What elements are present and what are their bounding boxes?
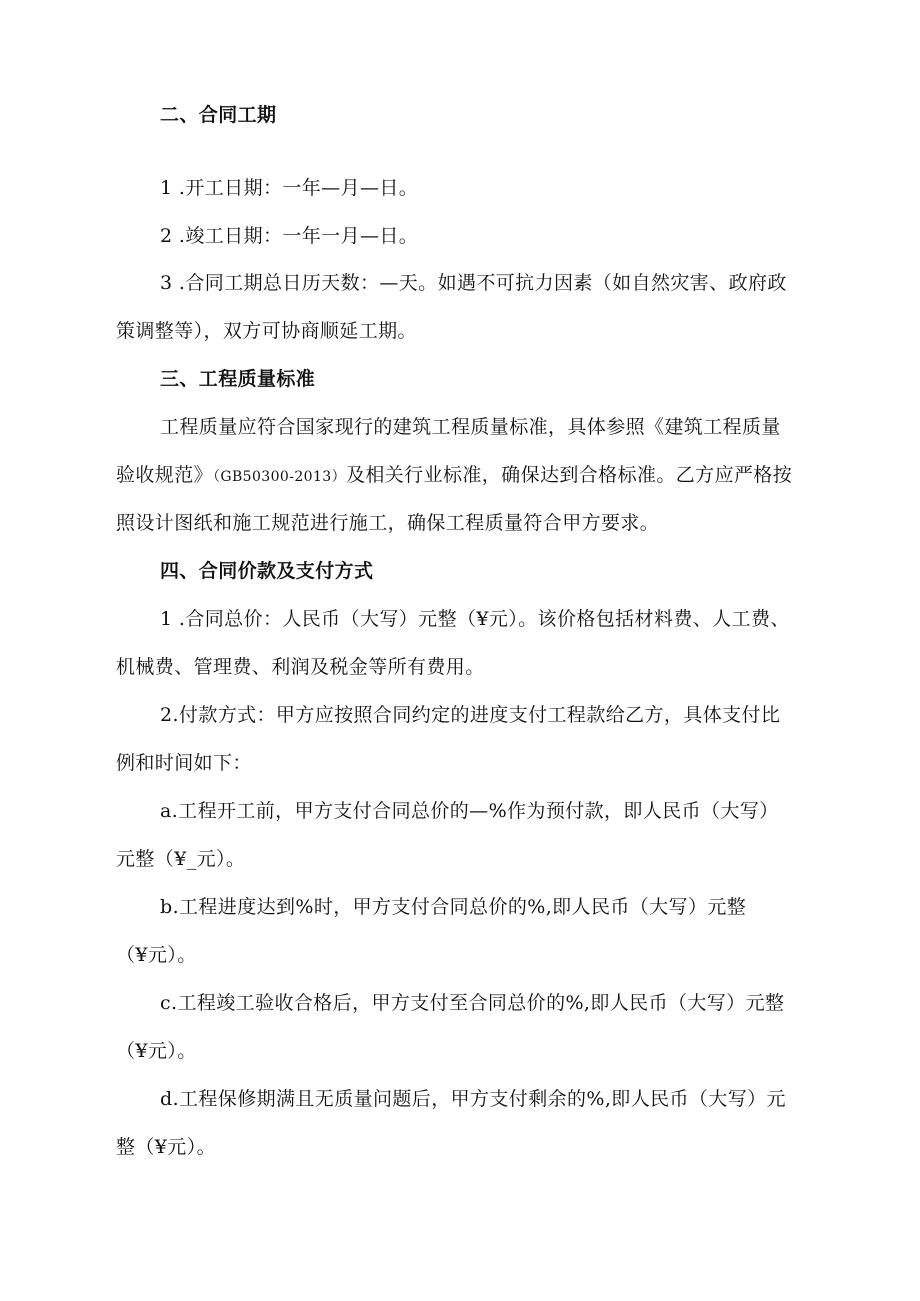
section-3-para-line-2-b: 及相关行业标准，确保达到合格标准。乙方应严格按	[345, 464, 793, 486]
section-3-para-line-1: 工程质量应符合国家现行的建筑工程质量标准，具体参照《建筑工程质量	[160, 416, 781, 438]
section-4-item-2-line-1: 2.付款方式：甲方应按照合同约定的进度支付工程款给乙方，具体支付比	[160, 704, 781, 726]
payment-d-line-1: d.工程保修期满且无质量问题后，甲方支付剩余的%,即人民币（大写）元	[160, 1088, 786, 1110]
payment-c-line-1: c.工程竣工验收合格后，甲方支付至合同总价的%,即人民币（大写）元整	[160, 992, 785, 1014]
section-4-heading: 四、合同价款及支付方式	[160, 560, 374, 582]
section-4-item-1-line-2: 机械费、管理费、利润及税金等所有费用。	[116, 656, 485, 678]
payment-d-line-2: 整（¥元）。	[116, 1136, 216, 1158]
section-3-para-line-2-a: 验收规范》	[116, 464, 214, 486]
section-2-item-1: 1 .开工日期：一年—月—日。	[160, 177, 419, 199]
section-4-item-2-line-2: 例和时间如下：	[116, 752, 252, 774]
payment-b-line-2: （¥元）。	[116, 944, 197, 966]
standard-code: （GB50300-2013）	[213, 469, 346, 485]
section-2-item-2: 2 .竣工日期：一年一月—日。	[160, 225, 419, 247]
section-4-item-1-line-1: 1 .合同总价：人民币（大写）元整（¥元）。该价格包括材料费、人工费、	[160, 608, 790, 630]
payment-b-line-1: b.工程进度达到%时，甲方支付合同总价的%,即人民币（大写）元整	[160, 896, 747, 918]
payment-a-line-2: 元整（¥_元）。	[116, 848, 246, 870]
section-2-heading: 二、合同工期	[160, 104, 277, 126]
payment-c-line-2: （¥元）。	[116, 1040, 197, 1062]
section-2-item-3-line-2: 策调整等），双方可协商顺延工期。	[116, 320, 417, 342]
payment-a-line-1: a.工程开工前，甲方支付合同总价的—%作为预付款，即人民币（大写）	[160, 800, 779, 822]
section-3-para-line-2	[116, 462, 792, 490]
section-3-heading: 三、工程质量标准	[160, 368, 316, 390]
section-2-item-3-line-1: 3 .合同工期总日历天数：—天。如遇不可抗力因素（如自然灾害、政府政	[160, 272, 787, 294]
section-3-para-line-3: 照设计图纸和施工规范进行施工，确保工程质量符合甲方要求。	[116, 512, 660, 534]
